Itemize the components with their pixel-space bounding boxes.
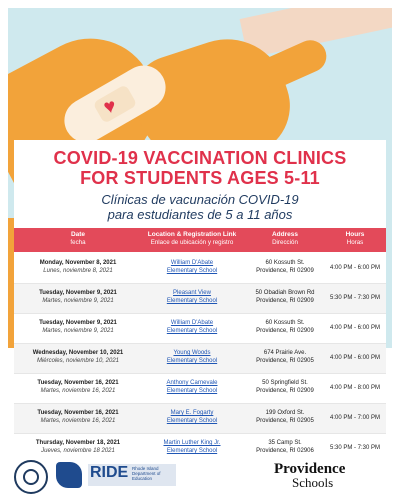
hours-cell: 4:00 PM - 8:00 PM — [329, 385, 381, 391]
ride-logo-text: RIDE — [90, 464, 129, 481]
location-registration-link[interactable]: Mary E. Fogarty Elementary School — [166, 410, 218, 424]
page-title — [14, 148, 386, 188]
footer-logos — [8, 458, 392, 492]
table-row — [14, 374, 386, 404]
title-line-1: COVID-19 VACCINATION CLINICS — [53, 148, 347, 168]
table-body — [14, 254, 386, 464]
date-cell: Tuesday, November 16, 2021 Martes, noviembre 16, 2021 — [37, 410, 119, 424]
location-registration-link[interactable]: Martin Luther King Jr. Elementary School — [163, 440, 221, 454]
address-cell: 50 Obadiah Brown Rd Providence, RI 02909 — [255, 290, 315, 304]
date-cell: Monday, November 8, 2021 Lunes, noviembre 8, 2021 — [39, 260, 117, 274]
address-cell: 35 Camp St. Providence, RI 02906 — [256, 440, 314, 454]
table-row — [14, 314, 386, 344]
ride-logo-subtext: Rhode Island Department of Education — [132, 466, 161, 481]
column-header-date: Date fecha — [70, 231, 86, 246]
date-cell: Tuesday, November 9, 2021 Martes, noviembre 9, 2021 — [39, 320, 117, 334]
date-cell: Tuesday, November 16, 2021 Martes, noviembre 16, 2021 — [37, 380, 119, 394]
hours-cell: 4:00 PM - 7:00 PM — [329, 415, 381, 421]
hours-cell: 5:30 PM - 7:30 PM — [329, 295, 381, 301]
page-subtitle — [14, 192, 386, 222]
address-cell: 199 Oxford St. Providence, RI 02905 — [256, 410, 314, 424]
date-cell: Thursday, November 18, 2021 Jueves, noviembre 18 2021 — [35, 440, 121, 454]
hours-cell: 4:00 PM - 6:00 PM — [329, 325, 381, 331]
column-header-address: Address Dirección — [271, 231, 298, 246]
subtitle-line-1: Clínicas de vacunación COVID-19 — [101, 192, 299, 207]
schedule-card — [14, 140, 386, 485]
table-row — [14, 254, 386, 284]
location-registration-link[interactable]: Anthony Carnevale Elementary School — [166, 380, 218, 394]
address-cell: 60 Kossuth St. Providence, RI 02909 — [256, 260, 314, 274]
location-registration-link[interactable]: Pleasant View Elementary School — [166, 290, 218, 304]
date-cell: Tuesday, November 9, 2021 Martes, noviembre 9, 2021 — [39, 290, 117, 304]
hours-cell: 4:00 PM - 6:00 PM — [329, 265, 381, 271]
table-row — [14, 344, 386, 374]
table-row — [14, 404, 386, 434]
column-header-location: Location & Registration Link Enlace de ubicación y registro — [147, 231, 237, 246]
address-cell: 50 Springfield St. Providence, RI 02909 — [256, 380, 314, 394]
ri-health-seal-logo — [14, 460, 48, 494]
date-cell: Wednesday, November 10, 2021 Miércoles, noviembre 10, 2021 — [32, 350, 124, 364]
providence-schools-logo-line1: Providence — [274, 461, 346, 477]
address-cell: 60 Kossuth St. Providence, RI 02909 — [256, 320, 314, 334]
subtitle-line-2: para estudiantes de 5 a 11 años — [107, 207, 293, 222]
address-cell: 674 Prairie Ave. Providence, RI 02905 — [256, 350, 314, 364]
location-registration-link[interactable]: Young Woods Elementary School — [166, 350, 218, 364]
heart-icon: ♥ — [101, 95, 118, 120]
location-registration-link[interactable]: William D'Abate Elementary School — [166, 320, 218, 334]
column-header-hours: Hours Horas — [345, 231, 365, 246]
location-registration-link[interactable]: William D'Abate Elementary School — [166, 260, 218, 274]
rhode-island-shape-icon — [56, 462, 82, 488]
hours-cell: 4:00 PM - 6:00 PM — [329, 355, 381, 361]
providence-schools-logo-line2: Schools — [292, 475, 334, 490]
hours-cell: 5:30 PM - 7:30 PM — [329, 445, 381, 451]
table-row — [14, 284, 386, 314]
table-header — [14, 228, 386, 252]
title-line-2: FOR STUDENTS AGES 5-11 — [80, 168, 320, 188]
